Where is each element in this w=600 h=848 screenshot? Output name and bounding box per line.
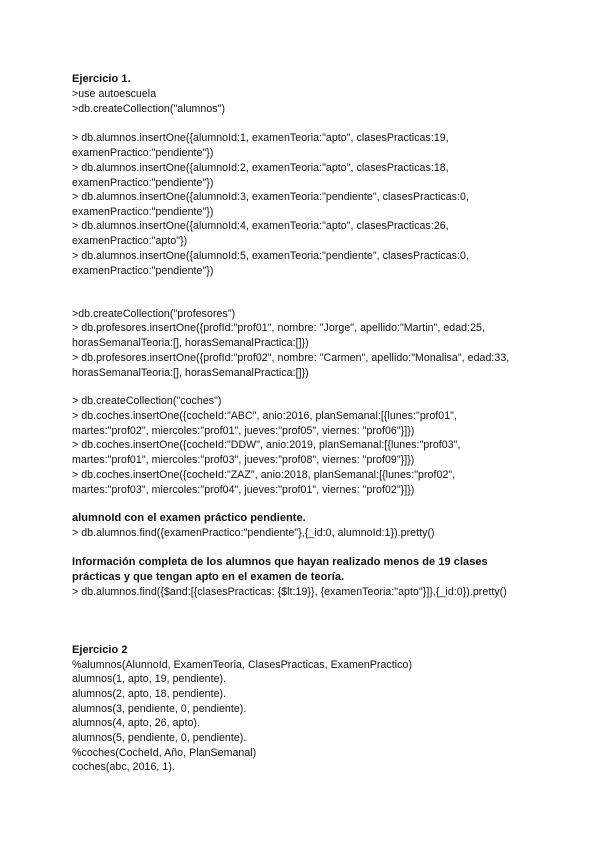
text-line: alumnos(3, pendiente, 0, pendiente). [72,703,247,715]
text-line: martes:"prof01", miercoles:"prof03", jueves:"prof08", viernes: "prof09"}]}) [72,454,415,466]
text-line: horasSemanalTeoria:[], horasSemanalPractica:[]}) [72,337,309,349]
text-line: martes:"prof02", miercoles:"prof01", jueves:"prof05", viernes: "prof06"}]}) [72,425,415,437]
text-line: > db.alumnos.find({examenPractico:"pendiente"},{_id:0, alumnoId:1}).pretty() [72,527,435,539]
text-line: martes:"prof03", miercoles:"prof04", jueves:"prof01", viernes: "prof02"}]}) [72,484,415,496]
text-line: examenPractico:"apto"}) [72,235,188,247]
text-line: > db.alumnos.insertOne({alumnoId:2, examenTeoria:"apto", clasesPracticas:18, [72,162,449,174]
text-line: >use autoescuela [72,88,157,100]
text-line: > db.coches.insertOne({cocheId:"ZAZ", anio:2018, planSemanal:[{lunes:"prof02", [72,469,456,481]
text-line: > db.coches.insertOne({cocheId:"DDW", anio:2019, planSemanal:[{lunes:"prof03", [72,439,461,451]
text-line: >db.createCollection("alumnos") [72,103,226,115]
text-line: > db.alumnos.insertOne({alumnoId:3, examenTeoria:"pendiente", clasesPracticas:0, [72,191,469,203]
text-line: > db.coches.insertOne({cocheId:"ABC", anio:2016, planSemanal:[{lunes:"prof01", [72,410,457,422]
text-line: > db.alumnos.insertOne({alumnoId:4, examenTeoria:"apto", clasesPracticas:26, [72,220,449,232]
text-line: > db.profesores.insertOne({profId:"prof02", nombre: "Carmen", apellido:"Monalisa", edad:33, [72,352,510,364]
section-heading: Ejercicio 1. [72,73,131,85]
text-line: > db.createCollection("coches") [72,395,222,407]
section-heading: Información completa de los alumnos que hayan realizado menos de 19 clases [72,556,488,568]
text-line: coches(abc, 2016, 1). [72,761,175,773]
text-line: examenPractico:"pendiente"}) [72,147,214,159]
section-heading: prácticas y que tengan apto en el examen de teoría. [72,571,345,583]
text-line: examenPractico:"pendiente"}) [72,206,214,218]
text-line: > db.alumnos.insertOne({alumnoId:5, examenTeoria:"pendiente", clasesPracticas:0, [72,250,469,262]
text-line: alumnos(2, apto, 18, pendiente). [72,688,227,700]
text-line: > db.alumnos.find({$and:[{clasesPracticas: {$lt:19}}, {examenTeoria:"apto"}]},{_id:0}).pretty() [72,586,507,598]
text-line: %alumnos(AlunnoId, ExamenTeoria, ClasesPracticas, ExamenPractico) [72,659,413,671]
text-line: examenPractico:"pendiente"}) [72,265,214,277]
text-line: >db.createCollection("profesores") [72,308,236,320]
text-line: > db.profesores.insertOne({profId:"prof01", nombre: "Jorge", apellido:"Martin", edad:25, [72,322,485,334]
text-line: alumnos(1, apto, 19, pendiente). [72,673,227,685]
text-line: alumnos(5, pendiente, 0, pendiente). [72,732,247,744]
text-line: horasSemanalTeoria:[], horasSemanalPractica:[]}) [72,367,309,379]
section-heading: alumnoId con el examen práctico pendiente. [72,512,306,524]
text-line: > db.alumnos.insertOne({alumnoId:1, examenTeoria:"apto", clasesPracticas:19, [72,132,449,144]
section-heading: Ejercicio 2 [72,644,128,656]
text-line: %coches(CocheId, Año, PlanSemanal) [72,747,257,759]
text-line: alumnos(4, apto, 26, apto). [72,717,200,729]
text-line: examenPractico:"pendiente"}) [72,177,214,189]
